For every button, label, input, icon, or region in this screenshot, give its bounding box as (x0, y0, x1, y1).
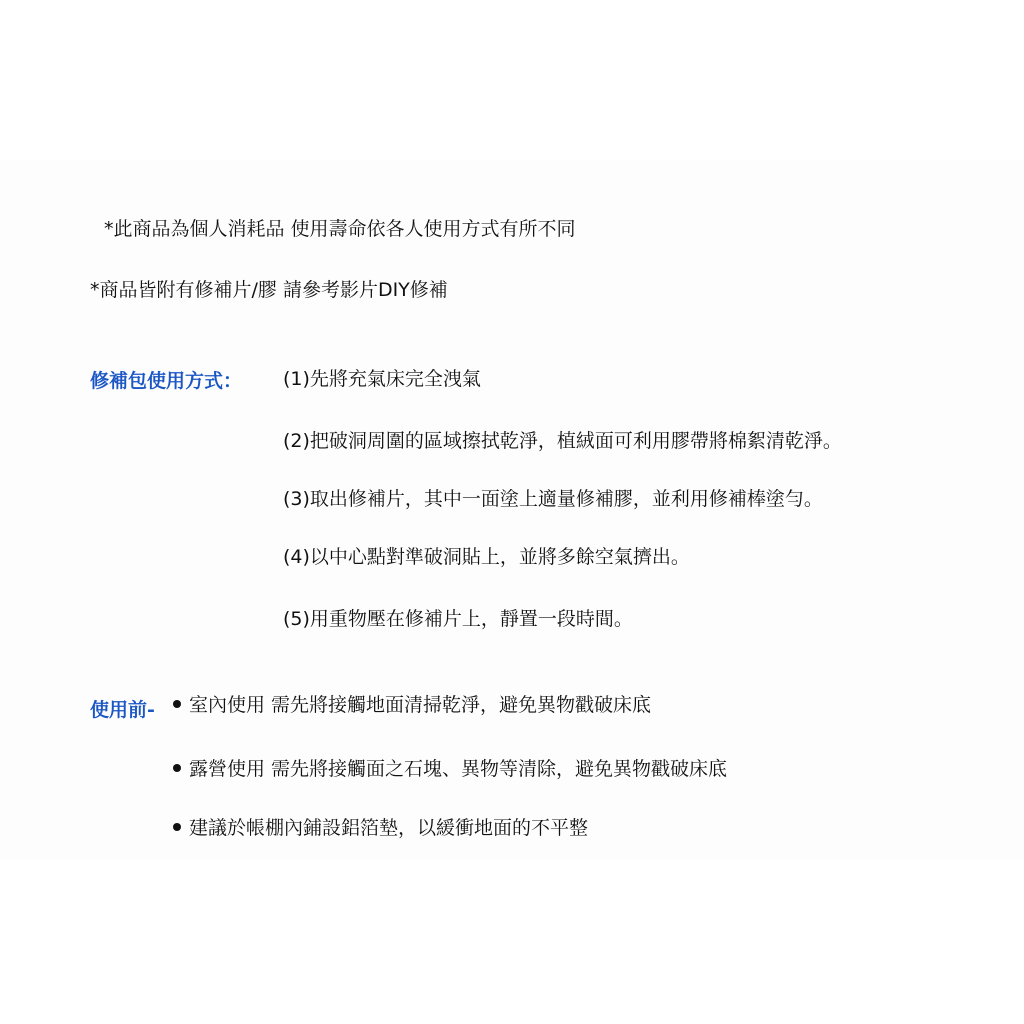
bullet-icon (173, 764, 181, 772)
before-use-item-text: 建議於帳棚內鋪設鋁箔墊，以緩衝地面的不平整 (189, 817, 589, 839)
repair-step-2: (2)把破洞周圍的區域擦拭乾淨，植絨面可利用膠帶將棉絮清乾淨。 (283, 430, 842, 452)
repair-step-3: (3)取出修補片，其中一面塗上適量修補膠，並利用修補棒塗勻。 (283, 488, 823, 510)
before-use-item (173, 756, 727, 782)
note-repair-kit: *商品皆附有修補片/膠 請參考影片DIY修補 (90, 279, 448, 301)
before-use-item-text: 室內使用 需先將接觸地面清掃乾淨，避免異物戳破床底 (189, 694, 652, 716)
repair-heading: 修補包使用方式： (90, 370, 243, 392)
repair-step-5: (5)用重物壓在修補片上，靜置一段時間。 (283, 608, 633, 630)
before-use-item (173, 692, 651, 718)
before-use-heading: 使用前- (90, 699, 155, 721)
repair-step-1: (1)先將充氣床完全洩氣 (283, 368, 481, 390)
note-lifespan: *此商品為個人消耗品 使用壽命依各人使用方式有所不同 (104, 218, 576, 240)
repair-step-4: (4)以中心點對準破洞貼上，並將多餘空氣擠出。 (283, 546, 690, 568)
before-use-item-text: 露營使用 需先將接觸面之石塊、異物等清除，避免異物戳破床底 (189, 758, 728, 780)
bullet-icon (173, 823, 181, 831)
bullet-icon (173, 700, 181, 708)
before-use-item (173, 815, 588, 841)
